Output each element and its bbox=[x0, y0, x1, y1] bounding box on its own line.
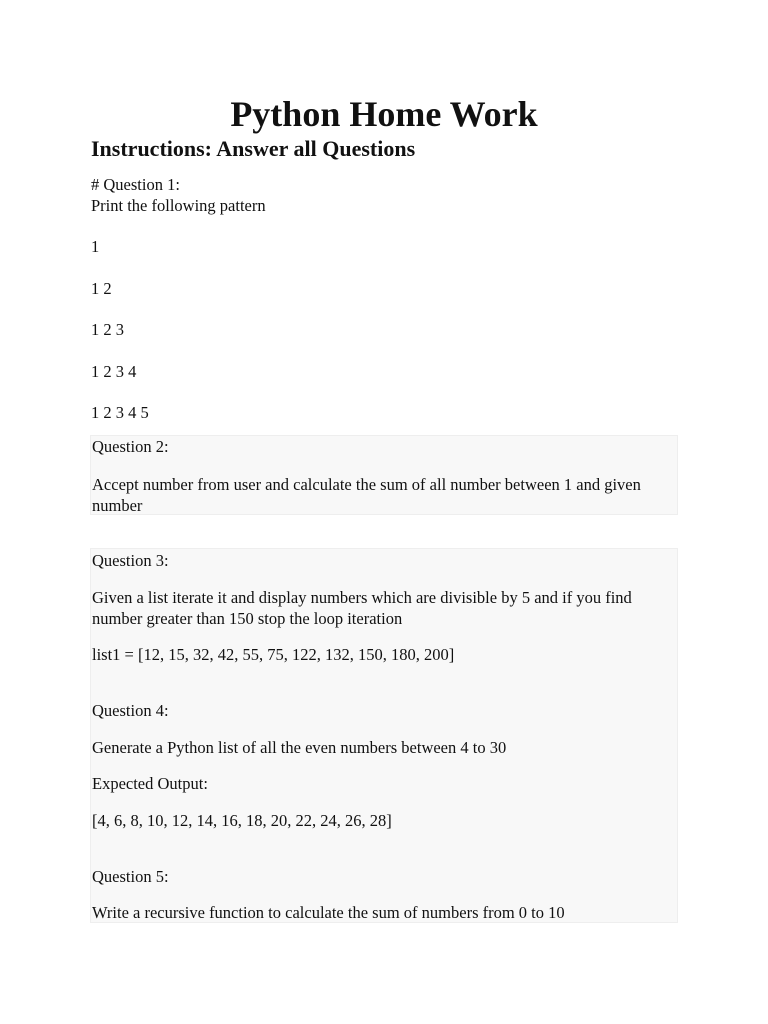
question-3-code: list1 = [12, 15, 32, 42, 55, 75, 122, 132, 150, 180, 200] bbox=[92, 645, 455, 664]
pattern-line-2: 1 2 bbox=[91, 279, 112, 298]
question-3-heading: Question 3: bbox=[92, 551, 169, 570]
question-5-text: Write a recursive function to calculate the sum of numbers from 0 to 10 bbox=[92, 903, 565, 922]
question-2-text: Accept number from user and calculate the sum of all number between 1 and given number bbox=[92, 475, 641, 515]
question-4-expected-output: [4, 6, 8, 10, 12, 14, 16, 18, 20, 22, 24, 26, 28] bbox=[92, 811, 392, 830]
questions-3-5-box bbox=[90, 548, 678, 923]
question-3-text: Given a list iterate it and display numbers which are divisible by 5 and if you find number greater than 150 stop the loop iteration bbox=[92, 588, 632, 628]
instructions-heading: Instructions: Answer all Questions bbox=[91, 136, 416, 161]
question-2-heading: Question 2: bbox=[92, 437, 169, 456]
question-4-text: Generate a Python list of all the even numbers between 4 to 30 bbox=[92, 738, 507, 757]
pattern-line-1: 1 bbox=[91, 237, 100, 256]
pattern-line-5: 1 2 3 4 5 bbox=[91, 403, 149, 422]
pattern-line-3: 1 2 3 bbox=[91, 320, 124, 339]
question-5-heading: Question 5: bbox=[92, 867, 169, 886]
question-1-prompt: Print the following pattern bbox=[91, 196, 266, 215]
question-2-box bbox=[90, 435, 678, 515]
page-title: Python Home Work bbox=[230, 94, 538, 134]
question-4-heading: Question 4: bbox=[92, 701, 169, 720]
question-4-expected-label: Expected Output: bbox=[92, 774, 208, 793]
pattern-line-4: 1 2 3 4 bbox=[91, 362, 137, 381]
question-1-heading: # Question 1: bbox=[91, 175, 180, 194]
